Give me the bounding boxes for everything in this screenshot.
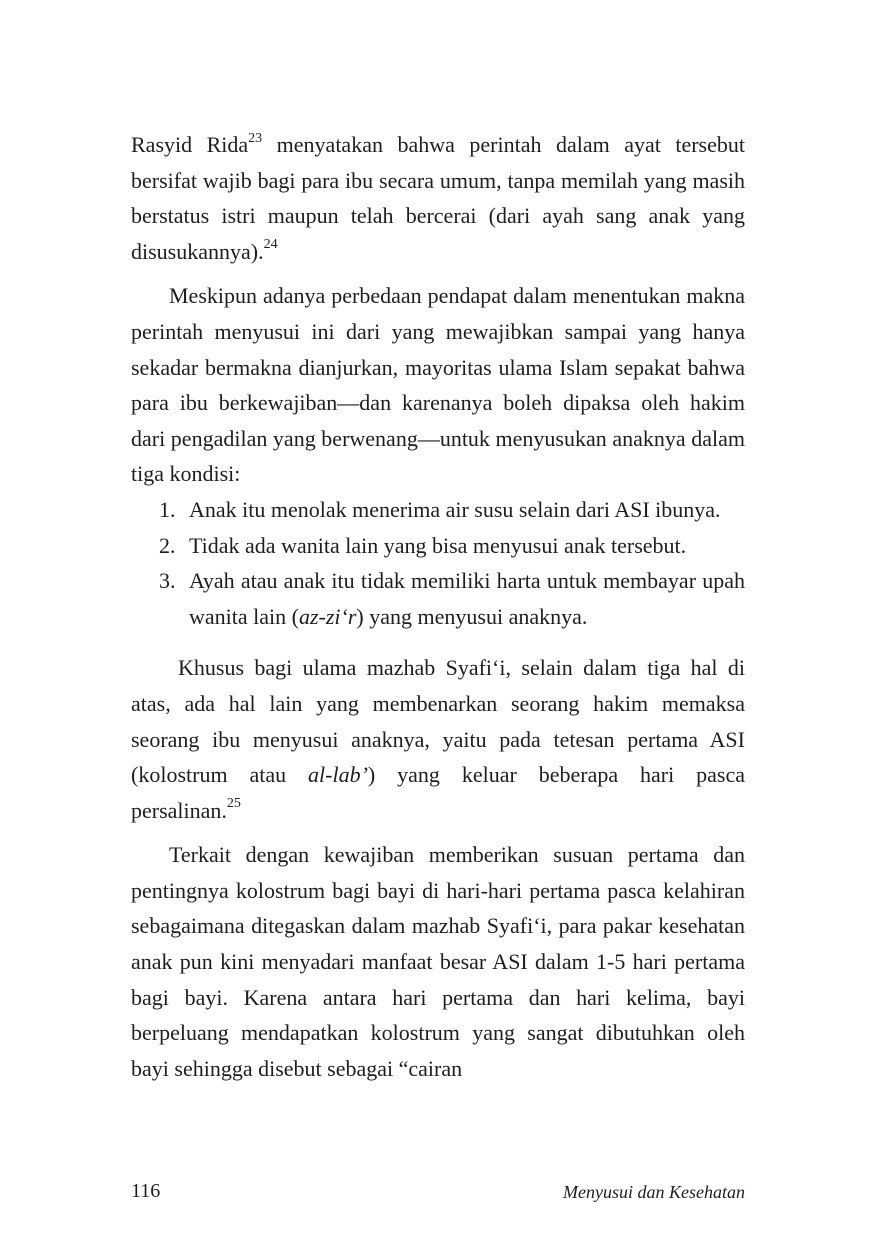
paragraph-2: Meskipun adanya perbedaan pendapat dalam menentukan makna perintah menyusui ini dari yang mewajibkan sampai yang hanya sekadar bermakna dianjurkan, mayoritas ulama Islam sepakat bahwa para ibu berkewajiban—dan karenanya boleh dipaksa oleh hakim dari pengadilan yang berwenang—untuk menyusukan anaknya dalam tiga kondisi: <box>131 283 745 487</box>
list-item-text: Tidak ada wanita lain yang bisa menyusui anak tersebut. <box>189 532 687 558</box>
page-number: 116 <box>131 1180 161 1202</box>
list-item-text-b: ) yang menyusui anaknya. <box>356 603 588 629</box>
arabic-term: al-lab’ <box>308 762 368 788</box>
list-item-text: Anak itu menolak menerima air susu selain dari ASI ibunya. <box>189 496 721 522</box>
list-number: 3. <box>159 568 176 594</box>
body-text <box>131 127 745 1086</box>
paragraph-3-text-b: ) yang keluar beberapa hari pasca persalinan. <box>131 762 745 823</box>
paragraph-4: Terkait dengan kewajiban memberikan susuan pertama dan pentingnya kolostrum bagi bayi di hari-hari pertama pasca kelahiran sebagaimana ditegaskan dalam mazhab Syafi‘i, para pakar kesehatan anak pun kini menyadari manfaat besar ASI dalam 1-5 hari pertama bagi bayi. Karena antara hari pertama dan hari kelima, bayi berpeluang mendapatkan kolostrum yang sangat dibutuhkan oleh bayi sehingga disebut sebagai “cairan <box>131 842 745 1081</box>
paragraph-1-text-b: menyatakan bahwa perintah dalam ayat tersebut bersifat wajib bagi para ibu secara umum, tanpa memilah yang masih berstatus istri maupun telah bercerai (dari ayah sang anak yang disusukannya). <box>131 132 745 264</box>
paragraph-3 <box>131 650 745 828</box>
paragraph-3-text-a: Khusus bagi ulama mazhab Syafi‘i, selain dalam tiga hal di atas, ada hal lain yang membenarkan seorang hakim memaksa seorang ibu menyusui anaknya, yaitu pada tetesan pertama ASI (kolostrum atau <box>131 655 745 788</box>
list-number: 2. <box>159 532 176 558</box>
footnote-ref-25: 25 <box>226 796 241 812</box>
arabic-term: az-zi‘r <box>298 603 357 629</box>
page-footer <box>131 1180 745 1210</box>
footnote-ref-24: 24 <box>263 237 278 253</box>
running-title: Menyusui dan Kesehatan <box>563 1182 745 1202</box>
paragraph-1 <box>131 127 745 269</box>
paragraph-1-text-a: Rasyid Rida <box>131 132 249 157</box>
conditions-list <box>131 492 745 634</box>
list-number: 1. <box>159 496 176 522</box>
list-item <box>131 492 745 528</box>
list-item-text-a: Ayah atau anak itu tidak memiliki harta untuk membayar upah wanita lain ( <box>189 568 745 629</box>
list-item <box>131 563 745 634</box>
list-item <box>131 528 745 564</box>
footnote-ref-23: 23 <box>248 130 263 146</box>
